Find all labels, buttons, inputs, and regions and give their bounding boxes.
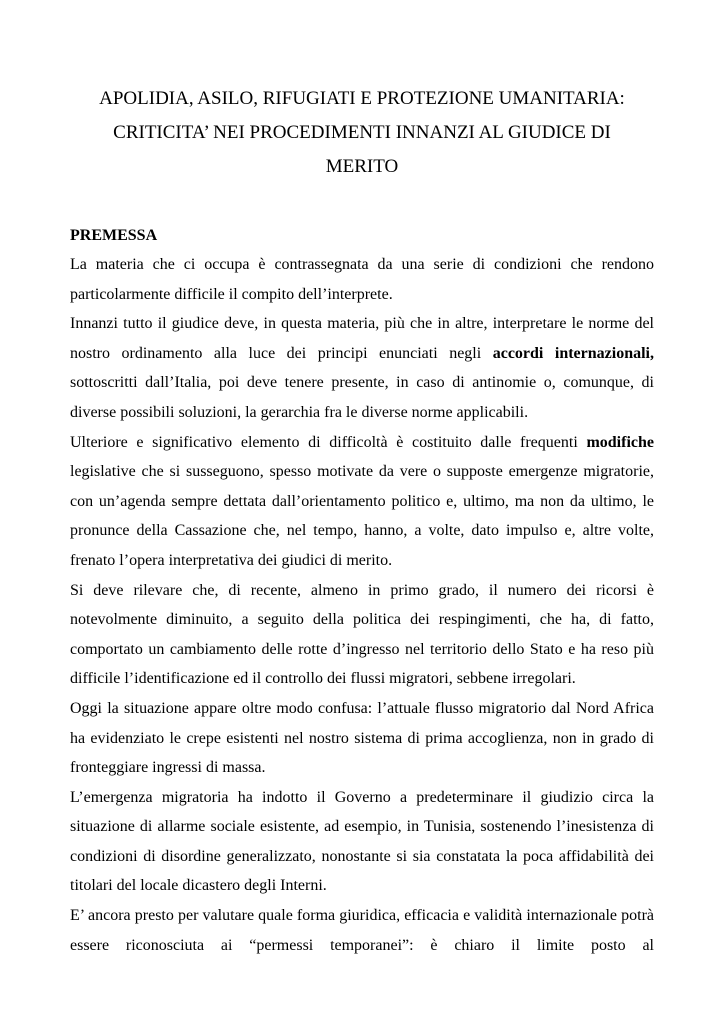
paragraph-6: L’emergenza migratoria ha indotto il Governo a predeterminare il giudizio circa la situazione di allarme sociale esistente, ad esempio, in Tunisia, sostenendo l’inesistenza di condizioni di disordine generalizzato, nonostante si sia constatata la poca affidabilità dei titolari del locale dicastero degli Interni. [70,788,654,895]
paragraph-3-bold: modifiche [586,433,654,451]
paragraph-5: Oggi la situazione appare oltre modo confusa: l’attuale flusso migratorio dal Nord Africa ha evidenziato le crepe esistenti nel nostro sistema di prima accoglienza, non in grado di fronteggiare ingressi di massa. [70,699,654,777]
paragraph-4: Si deve rilevare che, di recente, almeno in primo grado, il numero dei ricorsi è notevolmente diminuito, a seguito della politica dei respingimenti, che ha, di fatto, comportato un cambiamento delle rotte d’ingresso nel territorio dello Stato e ha reso più difficile l’identificazione ed il controllo dei flussi migratori, sebbene irregolari. [70,581,654,688]
paragraph-2-bold: accordi internazionali, [492,344,654,362]
paragraph-2 [70,309,654,427]
paragraph-3-text-a: Ulteriore e significativo elemento di difficoltà è costituito dalle frequenti [70,433,587,451]
paragraph-7: E’ ancora presto per valutare quale forma giuridica, efficacia e validità internazionale potrà essere riconosciuta ai “permessi temporanei”: è chiaro il limite posto al [70,907,654,954]
paragraph-2-text-b: sottoscritti dall’Italia, poi deve tenere presente, in caso di antinomie o, comunque, di diverse possibili soluzioni, la gerarchia fra le diverse norme applicabili. [70,374,654,421]
paragraph-3-text-b: legislative che si susseguono, spesso motivate da vere o supposte emergenze migratorie, con un’agenda sempre dettata dall’orientamento politico e, ultimo, ma non da ultimo, le pronunce della Cassazione che, nel tempo, hanno, a volte, dato impulso e, altre volte, frenato l’opera interpretativa dei giudici di merito. [70,463,654,569]
document-title [70,82,654,184]
paragraph-2-text-a: Innanzi tutto il giudice deve, in questa materia, più che in altre, interpretare le norme del nostro ordinamento alla luce dei principi enunciati negli [70,315,654,362]
paragraph-3 [70,428,654,576]
title-line-2: CRITICITA’ NEI PROCEDIMENTI INNANZI AL GIUDICE DI [113,122,611,143]
paragraph-1: La materia che ci occupa è contrassegnata da una serie di condizioni che rendono particolarmente difficile il compito dell’interprete. [70,256,654,303]
section-heading: PREMESSA [70,227,158,244]
title-line-1: APOLIDIA, ASILO, RIFUGIATI E PROTEZIONE UMANITARIA: [99,88,625,109]
title-line-3: MERITO [325,156,399,177]
